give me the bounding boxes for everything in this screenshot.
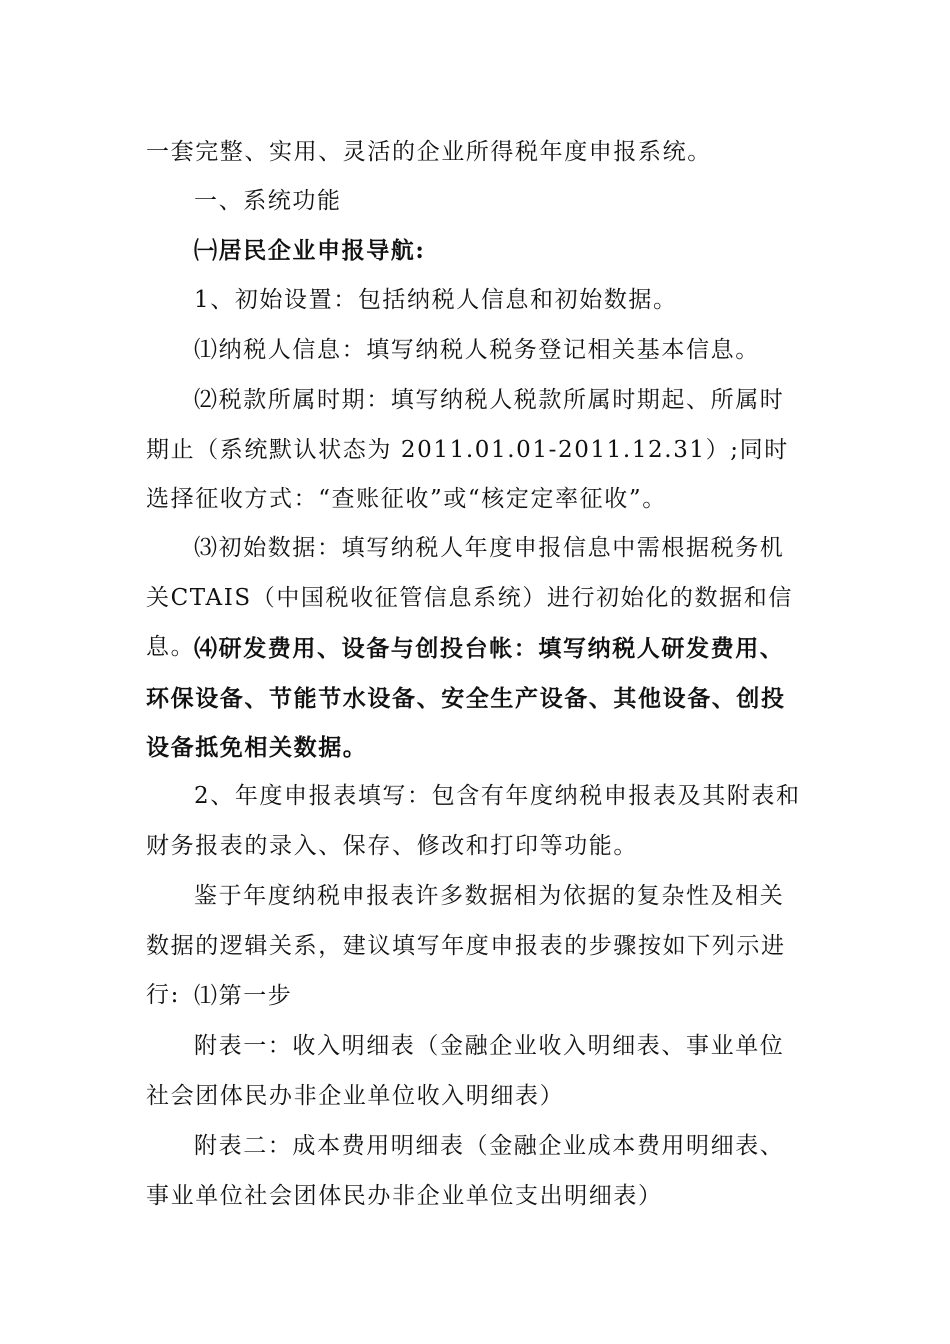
initial-setup-line: 1、初始设置：包括纳税人信息和初始数据。 [194, 287, 678, 313]
initial-data-paragraph: ⑶初始数据：填写纳税人年度申报信息中需根据税务机关CTAIS（中国税收征管信息系统）进行初始化的数据和信息。 [146, 535, 793, 660]
annual-form-paragraph: 2、年度申报表填写：包含有年度纳税申报表及其附表和财务报表的录入、保存、修改和打印等功能。 [146, 783, 801, 859]
schedule-one-paragraph: 附表一：收入明细表（金融企业收入明细表、事业单位社会团体民办非企业单位收入明细表） [146, 1033, 785, 1109]
recommendation-paragraph: 鉴于年度纳税申报表许多数据相为依据的复杂性及相关数据的逻辑关系，建议填写年度申报表的步骤按如下列示进行: [146, 883, 786, 1008]
section-title: 一、系统功能 [194, 188, 342, 214]
schedule-two-paragraph: 附表二：成本费用明细表（金融企业成本费用明细表、事业单位社会团体民办非企业单位支出明细表） [146, 1133, 785, 1209]
intro-line: 一套完整、实用、灵活的企业所得税年度申报系统。 [146, 139, 712, 165]
nav-heading: ㈠居民企业申报导航: [194, 237, 426, 264]
taxpayer-info-line: ⑴纳税人信息：填写纳税人税务登记相关基本信息。 [194, 337, 760, 363]
tax-period-paragraph: ⑵税款所属时期：填写纳税人税款所属时期起、所属时期止（系统默认状态为 2011.01.01-2011.12.31）;同时选择征收方式：“查账征收”或“核定定率征收”。 [146, 387, 789, 512]
rd-ledger-paragraph: ⑷研发费用、设备与创投台帐：填写纳税人研发费用、环保设备、节能节水设备、安全生产设备、其他设备、创投设备抵免相关数据。 [146, 635, 786, 761]
step-one-line: ⑴第一步 [194, 983, 293, 1009]
